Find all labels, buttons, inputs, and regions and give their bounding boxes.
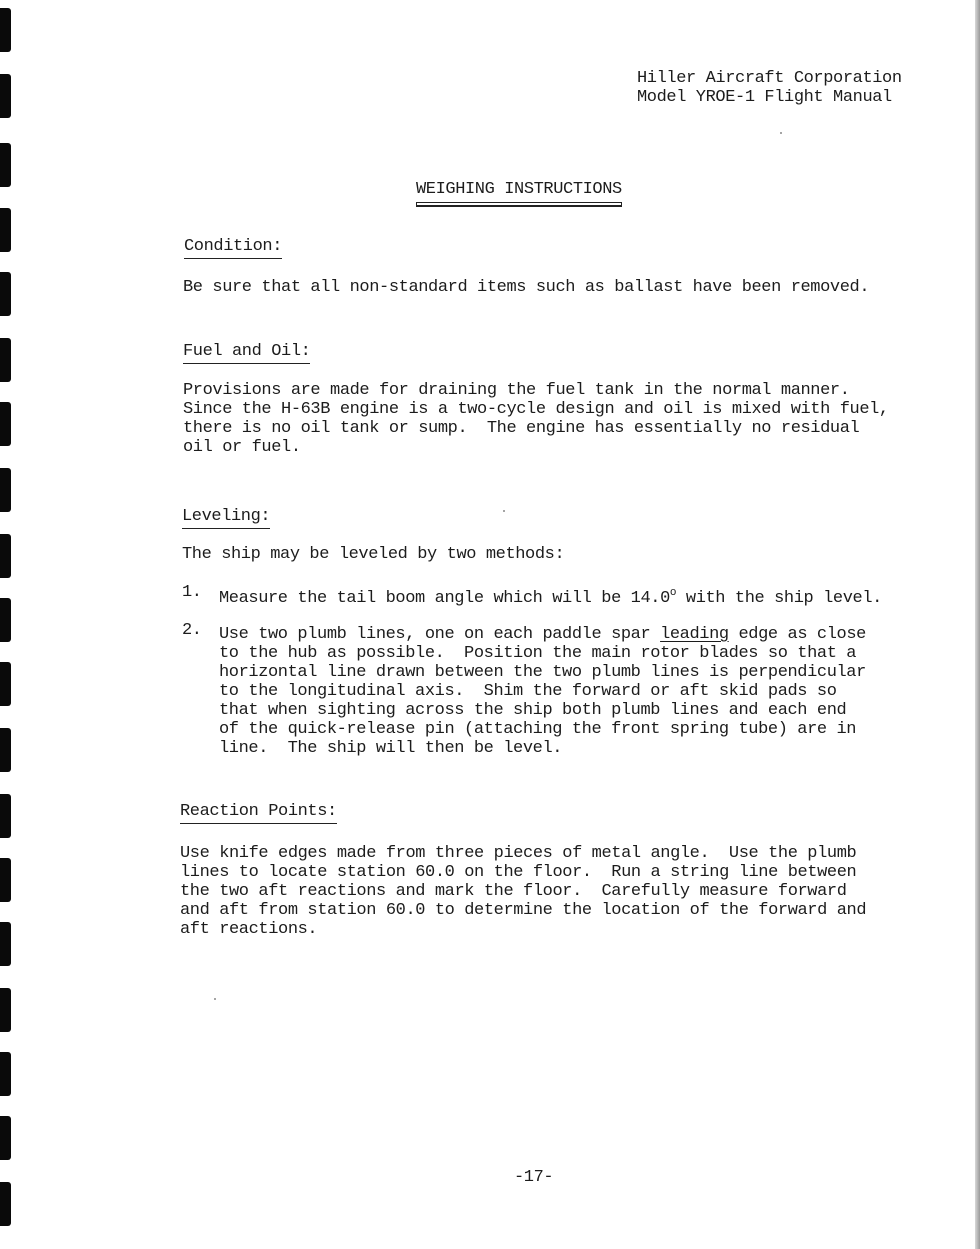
binding-hole — [0, 74, 11, 118]
binding-hole — [0, 1182, 11, 1226]
fuel-oil-heading: Fuel and Oil: — [183, 342, 310, 364]
paragraph-line: Since the H-63B engine is a two-cycle design and oil is mixed with fuel, — [183, 400, 889, 419]
header-company: Hiller Aircraft Corporation — [637, 69, 902, 88]
binding-hole — [0, 402, 11, 446]
binding-hole — [0, 338, 11, 382]
binding-hole — [0, 662, 11, 706]
paragraph-line: Use knife edges made from three pieces of metal angle. Use the plumb — [180, 844, 857, 863]
list-number-2: 2. — [182, 621, 202, 640]
paragraph-line: horizontal line drawn between the two plumb lines is perpendicular — [219, 663, 866, 682]
binding-hole — [0, 988, 11, 1032]
paragraph-line: aft reactions. — [180, 920, 318, 939]
paragraph-line: the two aft reactions and mark the floor. Carefully measure forward — [180, 882, 847, 901]
document-header — [637, 69, 902, 107]
page-edge-shadow — [975, 0, 980, 1249]
item2-underlined-word: leading — [660, 625, 729, 644]
scan-speck — [780, 132, 782, 134]
paragraph-line: line. The ship will then be level. — [219, 739, 563, 758]
page-number: -17- — [514, 1168, 554, 1187]
list-number-1: 1. — [182, 583, 202, 602]
binding-hole — [0, 468, 11, 512]
binding-hole — [0, 208, 11, 252]
paragraph-line — [219, 625, 866, 644]
binding-holes — [0, 0, 12, 1249]
paragraph-line: that when sighting across the ship both plumb lines and each end — [219, 701, 847, 720]
list-item-2 — [219, 625, 866, 758]
binding-hole — [0, 143, 11, 187]
paragraph-line: lines to locate station 60.0 on the floor. Run a string line between — [180, 863, 857, 882]
binding-hole — [0, 272, 11, 316]
binding-hole — [0, 922, 11, 966]
header-manual: Model YROE-1 Flight Manual — [637, 88, 892, 107]
scan-speck — [503, 510, 505, 512]
paragraph-line: there is no oil tank or sump. The engine has essentially no residual — [183, 419, 860, 438]
binding-hole — [0, 794, 11, 838]
degree-superscript: o — [669, 587, 677, 599]
binding-hole — [0, 1052, 11, 1096]
binding-hole — [0, 858, 11, 902]
paragraph-line: Provisions are made for draining the fuel tank in the normal manner. — [183, 381, 850, 400]
binding-hole — [0, 1116, 11, 1160]
item1-text-end: with the ship level. — [676, 589, 882, 608]
leveling-heading: Leveling: — [182, 507, 270, 529]
page-title: WEIGHING INSTRUCTIONS — [416, 180, 622, 203]
reaction-points-heading: Reaction Points: — [180, 802, 337, 824]
scan-speck — [214, 998, 216, 1000]
condition-text: Be sure that all non-standard items such as ballast have been removed. — [183, 278, 870, 297]
item1-text: Measure the tail boom angle which will be 14.0 — [219, 589, 670, 608]
binding-hole — [0, 728, 11, 772]
list-item-1 — [219, 584, 882, 608]
condition-heading: Condition: — [184, 237, 282, 259]
paragraph-line: to the longitudinal axis. Shim the forward or aft skid pads so — [219, 682, 837, 701]
leveling-intro: The ship may be leveled by two methods: — [182, 545, 565, 564]
binding-hole — [0, 598, 11, 642]
binding-hole — [0, 8, 11, 52]
paragraph-line: oil or fuel. — [183, 438, 301, 457]
paragraph-line: and aft from station 60.0 to determine the location of the forward and — [180, 901, 867, 920]
binding-hole — [0, 534, 11, 578]
paragraph-line: to the hub as possible. Position the main rotor blades so that a — [219, 644, 857, 663]
fuel-oil-paragraph — [183, 381, 889, 457]
item2-text-end: edge as close — [728, 625, 866, 644]
paragraph-line: of the quick-release pin (attaching the front spring tube) are in — [219, 720, 857, 739]
reaction-points-paragraph — [180, 844, 866, 939]
item2-text: Use two plumb lines, one on each paddle spar — [219, 625, 661, 644]
